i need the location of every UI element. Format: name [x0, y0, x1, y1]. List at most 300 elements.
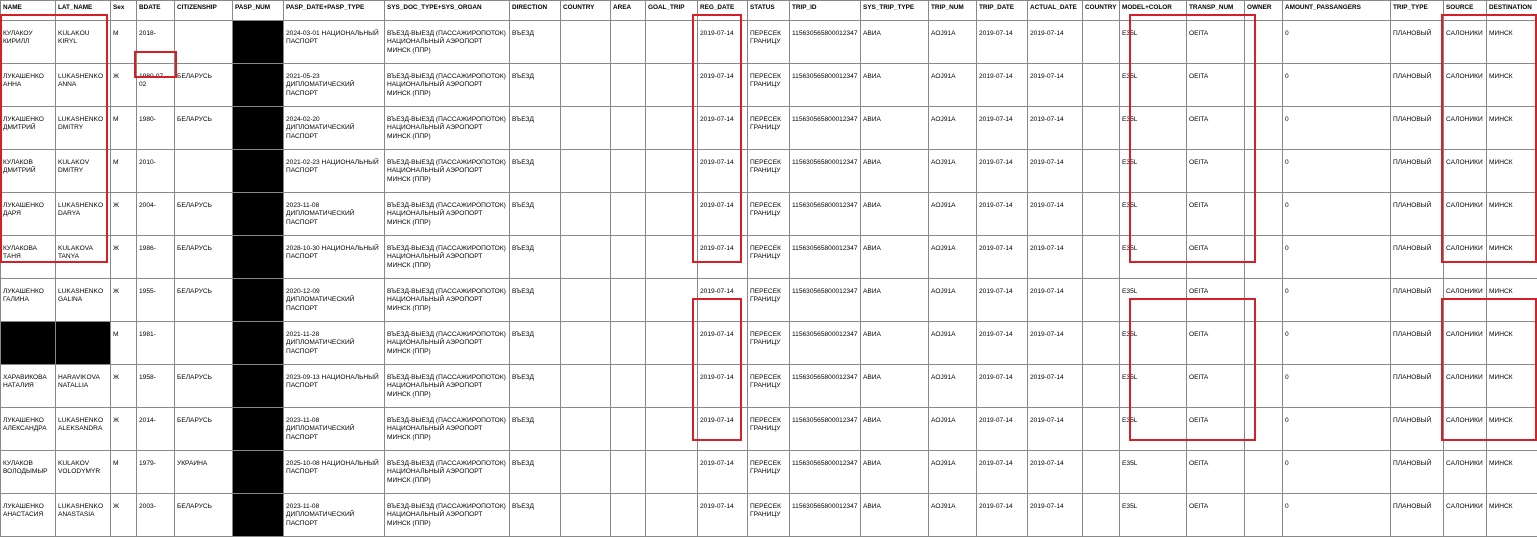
- cell-country-2: [1083, 107, 1120, 150]
- cell-sys-doc-type-organ: ВЪЕЗД-ВЫЕЗД (ПАССАЖИРОПОТОК) НАЦИОНАЛЬНЫЙ АЭРОПОРТ МИНСК (ППР): [385, 451, 510, 494]
- cell-trip-date: 2019-07-14: [977, 365, 1028, 408]
- cell-area: [611, 150, 646, 193]
- cell-transp-num: OEITA: [1187, 365, 1245, 408]
- cell-trip-num: AOJ91A: [929, 408, 977, 451]
- cell-country-2: [1083, 193, 1120, 236]
- cell-direction: ВЪЕЗД: [510, 408, 561, 451]
- cell-destination: МИНСК: [1487, 279, 1537, 322]
- cell-pasp-date-type: 2025-10-08 НАЦИОНАЛЬНЫЙ ПАСПОРТ: [284, 451, 385, 494]
- column-header-trip-id: TRIP_ID: [790, 1, 861, 21]
- cell-lat-name: LUKASHENKO DARYA: [56, 193, 111, 236]
- cell-model-color: E35L: [1120, 322, 1187, 365]
- cell-sys-doc-type-organ: ВЪЕЗД-ВЫЕЗД (ПАССАЖИРОПОТОК) НАЦИОНАЛЬНЫЙ АЭРОПОРТ МИНСК (ППР): [385, 279, 510, 322]
- column-header-direction: DIRECTION: [510, 1, 561, 21]
- cell-reg-date: 2019-07-14: [698, 451, 748, 494]
- cell-trip-date: 2019-07-14: [977, 279, 1028, 322]
- cell-source: САЛОНИКИ: [1444, 365, 1487, 408]
- cell-bdate: 2010-: [137, 150, 175, 193]
- cell-destination: МИНСК: [1487, 21, 1537, 64]
- cell-citizenship: БЕЛАРУСЬ: [175, 193, 233, 236]
- cell-sys-doc-type-organ: ВЪЕЗД-ВЫЕЗД (ПАССАЖИРОПОТОК) НАЦИОНАЛЬНЫЙ АЭРОПОРТ МИНСК (ППР): [385, 322, 510, 365]
- cell-name: ЛУКАШЕНКО АНАСТАСИЯ: [1, 494, 56, 537]
- cell-country: [561, 408, 611, 451]
- column-header-name: NAME: [1, 1, 56, 21]
- cell-model-color: E35L: [1120, 107, 1187, 150]
- cell-goal-trip: [646, 408, 698, 451]
- cell-source: САЛОНИКИ: [1444, 408, 1487, 451]
- cell-status: ПЕРЕСЕК ГРАНИЦУ: [748, 150, 790, 193]
- column-header-area: AREA: [611, 1, 646, 21]
- cell-bdate: 1986-: [137, 236, 175, 279]
- cell-source: САЛОНИКИ: [1444, 64, 1487, 107]
- column-header-actual-date: ACTUAL_DATE: [1028, 1, 1083, 21]
- column-header-sys-trip-type: SYS_TRIP_TYPE: [861, 1, 929, 21]
- column-header-trip-type: TRIP_TYPE: [1391, 1, 1444, 21]
- cell-pasp-date-type: 2020-12-09 ДИПЛОМАТИЧЕСКИЙ ПАСПОРТ: [284, 279, 385, 322]
- cell-goal-trip: [646, 236, 698, 279]
- cell-pasp-num: [233, 408, 284, 451]
- cell-model-color: E35L: [1120, 451, 1187, 494]
- cell-sys-trip-type: АВИА: [861, 322, 929, 365]
- cell-country-2: [1083, 494, 1120, 537]
- cell-reg-date: 2019-07-14: [698, 64, 748, 107]
- cell-pasp-date-type: 2021-05-23 ДИПЛОМАТИЧЕСКИЙ ПАСПОРТ: [284, 64, 385, 107]
- cell-citizenship: БЕЛАРУСЬ: [175, 279, 233, 322]
- table-row: [1, 408, 1537, 451]
- cell-destination: МИНСК: [1487, 107, 1537, 150]
- cell-amount-passangers: 0: [1283, 150, 1391, 193]
- cell-lat-name: LUKASHENKO GALINA: [56, 279, 111, 322]
- column-header-country-2: COUNTRY: [1083, 1, 1120, 21]
- cell-trip-num: AOJ91A: [929, 236, 977, 279]
- cell-pasp-date-type: 2021-11-28 ДИПЛОМАТИЧЕСКИЙ ПАСПОРТ: [284, 322, 385, 365]
- cell-lat-name: LUKASHENKO ALEKSANDRA: [56, 408, 111, 451]
- cell-sex: М: [111, 322, 137, 365]
- cell-reg-date: 2019-07-14: [698, 21, 748, 64]
- cell-reg-date: 2019-07-14: [698, 193, 748, 236]
- table-row: [1, 279, 1537, 322]
- cell-direction: ВЪЕЗД: [510, 107, 561, 150]
- cell-destination: МИНСК: [1487, 64, 1537, 107]
- column-header-destination: DESTINATION: [1487, 1, 1537, 21]
- cell-country: [561, 107, 611, 150]
- cell-model-color: E35L: [1120, 236, 1187, 279]
- cell-trip-id: 115630565800012347: [790, 193, 861, 236]
- cell-trip-id: 115630565800012347: [790, 64, 861, 107]
- cell-pasp-num: [233, 279, 284, 322]
- cell-sys-doc-type-organ: ВЪЕЗД-ВЫЕЗД (ПАССАЖИРОПОТОК) НАЦИОНАЛЬНЫЙ АЭРОПОРТ МИНСК (ППР): [385, 494, 510, 537]
- cell-actual-date: 2019-07-14: [1028, 150, 1083, 193]
- cell-owner: [1245, 150, 1283, 193]
- cell-lat-name: KULAKOV VOLODYMYR: [56, 451, 111, 494]
- table-row: [1, 365, 1537, 408]
- cell-actual-date: 2019-07-14: [1028, 107, 1083, 150]
- cell-reg-date: 2019-07-14: [698, 408, 748, 451]
- cell-transp-num: OEITA: [1187, 279, 1245, 322]
- column-header-status: STATUS: [748, 1, 790, 21]
- cell-owner: [1245, 279, 1283, 322]
- cell-country-2: [1083, 236, 1120, 279]
- cell-goal-trip: [646, 279, 698, 322]
- cell-name: ЛУКАШЕНКО АЛЕКСАНДРА: [1, 408, 56, 451]
- cell-citizenship: [175, 322, 233, 365]
- cell-sys-doc-type-organ: ВЪЕЗД-ВЫЕЗД (ПАССАЖИРОПОТОК) НАЦИОНАЛЬНЫЙ АЭРОПОРТ МИНСК (ППР): [385, 150, 510, 193]
- cell-goal-trip: [646, 150, 698, 193]
- column-header-trip-date: TRIP_DATE: [977, 1, 1028, 21]
- cell-sex: Ж: [111, 365, 137, 408]
- cell-status: ПЕРЕСЕК ГРАНИЦУ: [748, 408, 790, 451]
- cell-sex: М: [111, 107, 137, 150]
- cell-status: ПЕРЕСЕК ГРАНИЦУ: [748, 322, 790, 365]
- cell-reg-date: 2019-07-14: [698, 494, 748, 537]
- cell-owner: [1245, 236, 1283, 279]
- cell-pasp-num: [233, 64, 284, 107]
- table-row: [1, 236, 1537, 279]
- cell-status: ПЕРЕСЕК ГРАНИЦУ: [748, 365, 790, 408]
- cell-amount-passangers: 0: [1283, 408, 1391, 451]
- cell-pasp-date-type: 2023-11-08 ДИПЛОМАТИЧЕСКИЙ ПАСПОРТ: [284, 193, 385, 236]
- column-header-source: SOURCE: [1444, 1, 1487, 21]
- table-row: [1, 107, 1537, 150]
- cell-source: САЛОНИКИ: [1444, 150, 1487, 193]
- cell-bdate: 1980-07-02: [137, 64, 175, 107]
- cell-sys-trip-type: АВИА: [861, 494, 929, 537]
- cell-model-color: E35L: [1120, 494, 1187, 537]
- cell-sys-doc-type-organ: ВЪЕЗД-ВЫЕЗД (ПАССАЖИРОПОТОК) НАЦИОНАЛЬНЫЙ АЭРОПОРТ МИНСК (ППР): [385, 236, 510, 279]
- cell-destination: МИНСК: [1487, 322, 1537, 365]
- cell-owner: [1245, 494, 1283, 537]
- cell-area: [611, 107, 646, 150]
- cell-pasp-num: [233, 107, 284, 150]
- cell-trip-id: 115630565800012347: [790, 150, 861, 193]
- cell-lat-name: HARAVIKOVA NATALLIA: [56, 365, 111, 408]
- column-header-trip-num: TRIP_NUM: [929, 1, 977, 21]
- cell-destination: МИНСК: [1487, 451, 1537, 494]
- cell-actual-date: 2019-07-14: [1028, 322, 1083, 365]
- cell-reg-date: 2019-07-14: [698, 236, 748, 279]
- cell-direction: ВЪЕЗД: [510, 193, 561, 236]
- cell-trip-id: 115630565800012347: [790, 279, 861, 322]
- table-row: [1, 494, 1537, 537]
- cell-pasp-num: [233, 494, 284, 537]
- table-row: [1, 21, 1537, 64]
- cell-reg-date: 2019-07-14: [698, 279, 748, 322]
- cell-transp-num: OEITA: [1187, 64, 1245, 107]
- cell-source: САЛОНИКИ: [1444, 322, 1487, 365]
- cell-trip-id: 115630565800012347: [790, 236, 861, 279]
- cell-country-2: [1083, 21, 1120, 64]
- cell-source: САЛОНИКИ: [1444, 107, 1487, 150]
- cell-model-color: E35L: [1120, 64, 1187, 107]
- cell-owner: [1245, 451, 1283, 494]
- cell-trip-id: 115630565800012347: [790, 408, 861, 451]
- cell-bdate: 1980-: [137, 107, 175, 150]
- cell-pasp-num: [233, 236, 284, 279]
- cell-citizenship: БЕЛАРУСЬ: [175, 408, 233, 451]
- cell-owner: [1245, 193, 1283, 236]
- cell-status: ПЕРЕСЕК ГРАНИЦУ: [748, 494, 790, 537]
- cell-country-2: [1083, 279, 1120, 322]
- table-row: [1, 322, 1537, 365]
- cell-sex: М: [111, 21, 137, 64]
- cell-actual-date: 2019-07-14: [1028, 451, 1083, 494]
- cell-actual-date: 2019-07-14: [1028, 494, 1083, 537]
- cell-trip-type: ПЛАНОВЫЙ: [1391, 494, 1444, 537]
- cell-owner: [1245, 107, 1283, 150]
- cell-sys-trip-type: АВИА: [861, 150, 929, 193]
- column-header-country: COUNTRY: [561, 1, 611, 21]
- cell-area: [611, 21, 646, 64]
- cell-trip-date: 2019-07-14: [977, 408, 1028, 451]
- cell-lat-name: KULAKOU KIRYL: [56, 21, 111, 64]
- cell-trip-date: 2019-07-14: [977, 322, 1028, 365]
- cell-sex: Ж: [111, 236, 137, 279]
- cell-transp-num: OEITA: [1187, 451, 1245, 494]
- cell-trip-num: AOJ91A: [929, 451, 977, 494]
- cell-area: [611, 279, 646, 322]
- cell-model-color: E35L: [1120, 193, 1187, 236]
- cell-area: [611, 451, 646, 494]
- cell-citizenship: УКРАИНА: [175, 451, 233, 494]
- cell-sys-trip-type: АВИА: [861, 279, 929, 322]
- cell-reg-date: 2019-07-14: [698, 107, 748, 150]
- cell-area: [611, 365, 646, 408]
- cell-name: ЛУКАШЕНКО АННА: [1, 64, 56, 107]
- cell-pasp-date-type: 2024-03-01 НАЦИОНАЛЬНЫЙ ПАСПОРТ: [284, 21, 385, 64]
- cell-citizenship: [175, 21, 233, 64]
- cell-name: [1, 322, 56, 365]
- cell-sys-doc-type-organ: ВЪЕЗД-ВЫЕЗД (ПАССАЖИРОПОТОК) НАЦИОНАЛЬНЫЙ АЭРОПОРТ МИНСК (ППР): [385, 21, 510, 64]
- cell-pasp-date-type: 2021-02-23 НАЦИОНАЛЬНЫЙ ПАСПОРТ: [284, 150, 385, 193]
- cell-area: [611, 322, 646, 365]
- cell-actual-date: 2019-07-14: [1028, 236, 1083, 279]
- column-header-reg-date: REG_DATE: [698, 1, 748, 21]
- cell-goal-trip: [646, 21, 698, 64]
- cell-country-2: [1083, 150, 1120, 193]
- cell-status: ПЕРЕСЕК ГРАНИЦУ: [748, 451, 790, 494]
- cell-source: САЛОНИКИ: [1444, 236, 1487, 279]
- cell-source: САЛОНИКИ: [1444, 279, 1487, 322]
- cell-transp-num: OEITA: [1187, 21, 1245, 64]
- cell-transp-num: OEITA: [1187, 408, 1245, 451]
- cell-lat-name: KULAKOV DMITRY: [56, 150, 111, 193]
- cell-trip-num: AOJ91A: [929, 279, 977, 322]
- cell-area: [611, 494, 646, 537]
- cell-sys-doc-type-organ: ВЪЕЗД-ВЫЕЗД (ПАССАЖИРОПОТОК) НАЦИОНАЛЬНЫЙ АЭРОПОРТ МИНСК (ППР): [385, 193, 510, 236]
- cell-trip-date: 2019-07-14: [977, 150, 1028, 193]
- cell-country: [561, 494, 611, 537]
- cell-transp-num: OEITA: [1187, 236, 1245, 279]
- column-header-amount-passangers: AMOUNT_PASSANGERS: [1283, 1, 1391, 21]
- cell-trip-type: ПЛАНОВЫЙ: [1391, 193, 1444, 236]
- column-header-goal-trip: GOAL_TRIP: [646, 1, 698, 21]
- cell-amount-passangers: 0: [1283, 451, 1391, 494]
- cell-name: ЛУКАШЕНКО ГАЛИНА: [1, 279, 56, 322]
- cell-country-2: [1083, 408, 1120, 451]
- cell-trip-date: 2019-07-14: [977, 107, 1028, 150]
- cell-trip-id: 115630565800012347: [790, 365, 861, 408]
- cell-citizenship: БЕЛАРУСЬ: [175, 64, 233, 107]
- column-header-owner: OWNER: [1245, 1, 1283, 21]
- cell-actual-date: 2019-07-14: [1028, 21, 1083, 64]
- cell-direction: ВЪЕЗД: [510, 451, 561, 494]
- cell-citizenship: БЕЛАРУСЬ: [175, 236, 233, 279]
- cell-bdate: 2018-: [137, 21, 175, 64]
- cell-country-2: [1083, 451, 1120, 494]
- cell-pasp-date-type: 2023-09-13 НАЦИОНАЛЬНЫЙ ПАСПОРТ: [284, 365, 385, 408]
- cell-trip-num: AOJ91A: [929, 150, 977, 193]
- cell-sys-trip-type: АВИА: [861, 408, 929, 451]
- cell-trip-id: 115630565800012347: [790, 451, 861, 494]
- cell-pasp-num: [233, 193, 284, 236]
- cell-amount-passangers: 0: [1283, 193, 1391, 236]
- cell-bdate: 1979-: [137, 451, 175, 494]
- cell-owner: [1245, 322, 1283, 365]
- cell-sys-trip-type: АВИА: [861, 107, 929, 150]
- cell-name: ХАРАВИКОВА НАТАЛИЯ: [1, 365, 56, 408]
- cell-actual-date: 2019-07-14: [1028, 279, 1083, 322]
- cell-sys-trip-type: АВИА: [861, 365, 929, 408]
- cell-source: САЛОНИКИ: [1444, 21, 1487, 64]
- cell-trip-date: 2019-07-14: [977, 64, 1028, 107]
- cell-reg-date: 2019-07-14: [698, 322, 748, 365]
- cell-destination: МИНСК: [1487, 236, 1537, 279]
- cell-citizenship: БЕЛАРУСЬ: [175, 107, 233, 150]
- column-header-pasp-num: PASP_NUM: [233, 1, 284, 21]
- cell-lat-name: KULAKOVA TANYA: [56, 236, 111, 279]
- cell-bdate: 1981-: [137, 322, 175, 365]
- cell-pasp-num: [233, 451, 284, 494]
- cell-bdate: 2014-: [137, 408, 175, 451]
- cell-pasp-date-type: 2023-11-08 ДИПЛОМАТИЧЕСКИЙ ПАСПОРТ: [284, 494, 385, 537]
- cell-sex: Ж: [111, 408, 137, 451]
- cell-destination: МИНСК: [1487, 365, 1537, 408]
- cell-trip-num: AOJ91A: [929, 193, 977, 236]
- cell-trip-type: ПЛАНОВЫЙ: [1391, 64, 1444, 107]
- cell-sex: Ж: [111, 193, 137, 236]
- cell-trip-date: 2019-07-14: [977, 193, 1028, 236]
- cell-trip-type: ПЛАНОВЫЙ: [1391, 21, 1444, 64]
- cell-source: САЛОНИКИ: [1444, 494, 1487, 537]
- cell-transp-num: OEITA: [1187, 107, 1245, 150]
- table-header-row: [1, 1, 1537, 21]
- cell-goal-trip: [646, 451, 698, 494]
- cell-actual-date: 2019-07-14: [1028, 408, 1083, 451]
- cell-pasp-num: [233, 322, 284, 365]
- cell-amount-passangers: 0: [1283, 21, 1391, 64]
- cell-bdate: 2004-: [137, 193, 175, 236]
- cell-pasp-date-type: 2028-10-30 НАЦИОНАЛЬНЫЙ ПАСПОРТ: [284, 236, 385, 279]
- table-body: [1, 21, 1537, 537]
- cell-trip-type: ПЛАНОВЫЙ: [1391, 236, 1444, 279]
- cell-name: КУЛАКОВ ДМИТРИЙ: [1, 150, 56, 193]
- column-header-citizenship: CITIZENSHIP: [175, 1, 233, 21]
- cell-reg-date: 2019-07-14: [698, 365, 748, 408]
- cell-area: [611, 193, 646, 236]
- cell-bdate: 2003-: [137, 494, 175, 537]
- cell-area: [611, 408, 646, 451]
- cell-trip-num: AOJ91A: [929, 494, 977, 537]
- cell-citizenship: БЕЛАРУСЬ: [175, 365, 233, 408]
- cell-trip-id: 115630565800012347: [790, 21, 861, 64]
- cell-owner: [1245, 64, 1283, 107]
- cell-trip-num: AOJ91A: [929, 64, 977, 107]
- cell-sys-trip-type: АВИА: [861, 21, 929, 64]
- cell-direction: ВЪЕЗД: [510, 365, 561, 408]
- cell-amount-passangers: 0: [1283, 279, 1391, 322]
- cell-name: ЛУКАШЕНКО ДАРЯ: [1, 193, 56, 236]
- cell-status: ПЕРЕСЕК ГРАНИЦУ: [748, 64, 790, 107]
- cell-sex: М: [111, 451, 137, 494]
- cell-trip-type: ПЛАНОВЫЙ: [1391, 365, 1444, 408]
- cell-country: [561, 279, 611, 322]
- cell-sys-trip-type: АВИА: [861, 193, 929, 236]
- cell-pasp-num: [233, 150, 284, 193]
- cell-direction: ВЪЕЗД: [510, 279, 561, 322]
- cell-sex: Ж: [111, 494, 137, 537]
- cell-sys-trip-type: АВИА: [861, 451, 929, 494]
- cell-country: [561, 451, 611, 494]
- cell-actual-date: 2019-07-14: [1028, 64, 1083, 107]
- cell-country: [561, 236, 611, 279]
- cell-trip-num: AOJ91A: [929, 107, 977, 150]
- cell-name: КУЛАКОУ КИРИЛЛ: [1, 21, 56, 64]
- cell-sys-doc-type-organ: ВЪЕЗД-ВЫЕЗД (ПАССАЖИРОПОТОК) НАЦИОНАЛЬНЫЙ АЭРОПОРТ МИНСК (ППР): [385, 365, 510, 408]
- cell-transp-num: OEITA: [1187, 150, 1245, 193]
- cell-source: САЛОНИКИ: [1444, 193, 1487, 236]
- cell-owner: [1245, 21, 1283, 64]
- cell-trip-type: ПЛАНОВЫЙ: [1391, 150, 1444, 193]
- cell-sys-trip-type: АВИА: [861, 64, 929, 107]
- cell-country-2: [1083, 64, 1120, 107]
- cell-model-color: E35L: [1120, 150, 1187, 193]
- cell-lat-name: LUKASHENKO ANNA: [56, 64, 111, 107]
- column-header-sex: Sex: [111, 1, 137, 21]
- cell-destination: МИНСК: [1487, 150, 1537, 193]
- cell-actual-date: 2019-07-14: [1028, 193, 1083, 236]
- column-header-bdate: BDATE: [137, 1, 175, 21]
- cell-bdate: 1958-: [137, 365, 175, 408]
- cell-sex: Ж: [111, 279, 137, 322]
- cell-reg-date: 2019-07-14: [698, 150, 748, 193]
- cell-country: [561, 365, 611, 408]
- cell-status: ПЕРЕСЕК ГРАНИЦУ: [748, 193, 790, 236]
- cell-trip-type: ПЛАНОВЫЙ: [1391, 451, 1444, 494]
- cell-name: КУЛАКОВ ВОЛОДЫМЫР: [1, 451, 56, 494]
- column-header-lat-name: LAT_NAME: [56, 1, 111, 21]
- cell-status: ПЕРЕСЕК ГРАНИЦУ: [748, 236, 790, 279]
- cell-direction: ВЪЕЗД: [510, 494, 561, 537]
- cell-amount-passangers: 0: [1283, 107, 1391, 150]
- cell-trip-num: AOJ91A: [929, 322, 977, 365]
- cell-sys-doc-type-organ: ВЪЕЗД-ВЫЕЗД (ПАССАЖИРОПОТОК) НАЦИОНАЛЬНЫЙ АЭРОПОРТ МИНСК (ППР): [385, 64, 510, 107]
- cell-trip-type: ПЛАНОВЫЙ: [1391, 322, 1444, 365]
- cell-country: [561, 64, 611, 107]
- cell-goal-trip: [646, 365, 698, 408]
- cell-pasp-date-type: 2024-02-20 ДИПЛОМАТИЧЕСКИЙ ПАСПОРТ: [284, 107, 385, 150]
- cell-country: [561, 150, 611, 193]
- cell-goal-trip: [646, 322, 698, 365]
- cell-transp-num: OEITA: [1187, 494, 1245, 537]
- cell-lat-name: LUKASHENKO ANASTASIA: [56, 494, 111, 537]
- cell-sex: М: [111, 150, 137, 193]
- cell-name: КУЛАКОВА ТАНЯ: [1, 236, 56, 279]
- cell-country-2: [1083, 322, 1120, 365]
- cell-trip-type: ПЛАНОВЫЙ: [1391, 107, 1444, 150]
- cell-trip-num: AOJ91A: [929, 365, 977, 408]
- cell-trip-date: 2019-07-14: [977, 494, 1028, 537]
- cell-citizenship: БЕЛАРУСЬ: [175, 494, 233, 537]
